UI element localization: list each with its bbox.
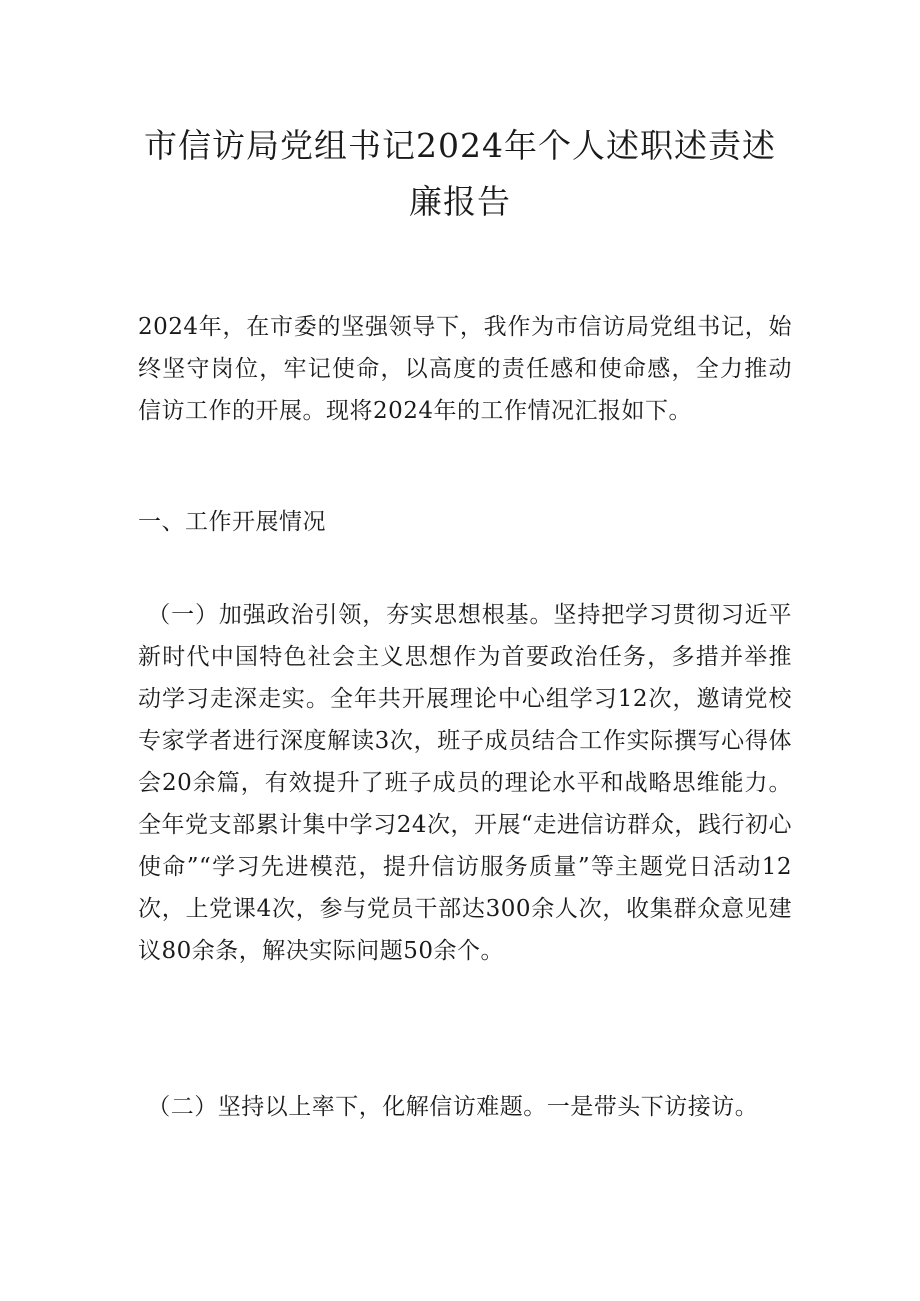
subsection-lead-by-example: （二）坚持以上率下，化解信访难题。一是带头下访接访。 xyxy=(147,1094,759,1120)
title-line-2: 廉报告 xyxy=(409,182,511,221)
document-title xyxy=(120,118,800,230)
subsection-political-guidance: （一）加强政治引领，夯实思想根基。坚持把学习贯彻习近平新时代中国特色社会主义思想作为首要政治任务，多措并举推动学习走深走实。全年共开展理论中心组学习12次，邀请党校专家学者进行深度解读3次，班子成员结合工作实际撰写心得体会20余篇，有效提升了班子成员的理论水平和战略思维能力。全年党支部累计集中学习24次，开展“走进信访群众，践行初心使命”“学习先进模范，提升信访服务质量”等主题党日活动12次，上党课4次，参与党员干部达300余人次，收集群众意见建议80余条，解决实际问题50余个。 xyxy=(138,602,792,964)
section-heading-work: 一、工作开展情况 xyxy=(138,509,326,535)
intro-paragraph: 2024年，在市委的坚强领导下，我作为市信访局党组书记，始终坚守岗位，牢记使命，以高度的责任感和使命感，全力推动信访工作的开展。现将2024年的工作情况汇报如下。 xyxy=(138,314,792,424)
title-line-1: 市信访局党组书记2024年个人述职述责述 xyxy=(144,126,776,165)
